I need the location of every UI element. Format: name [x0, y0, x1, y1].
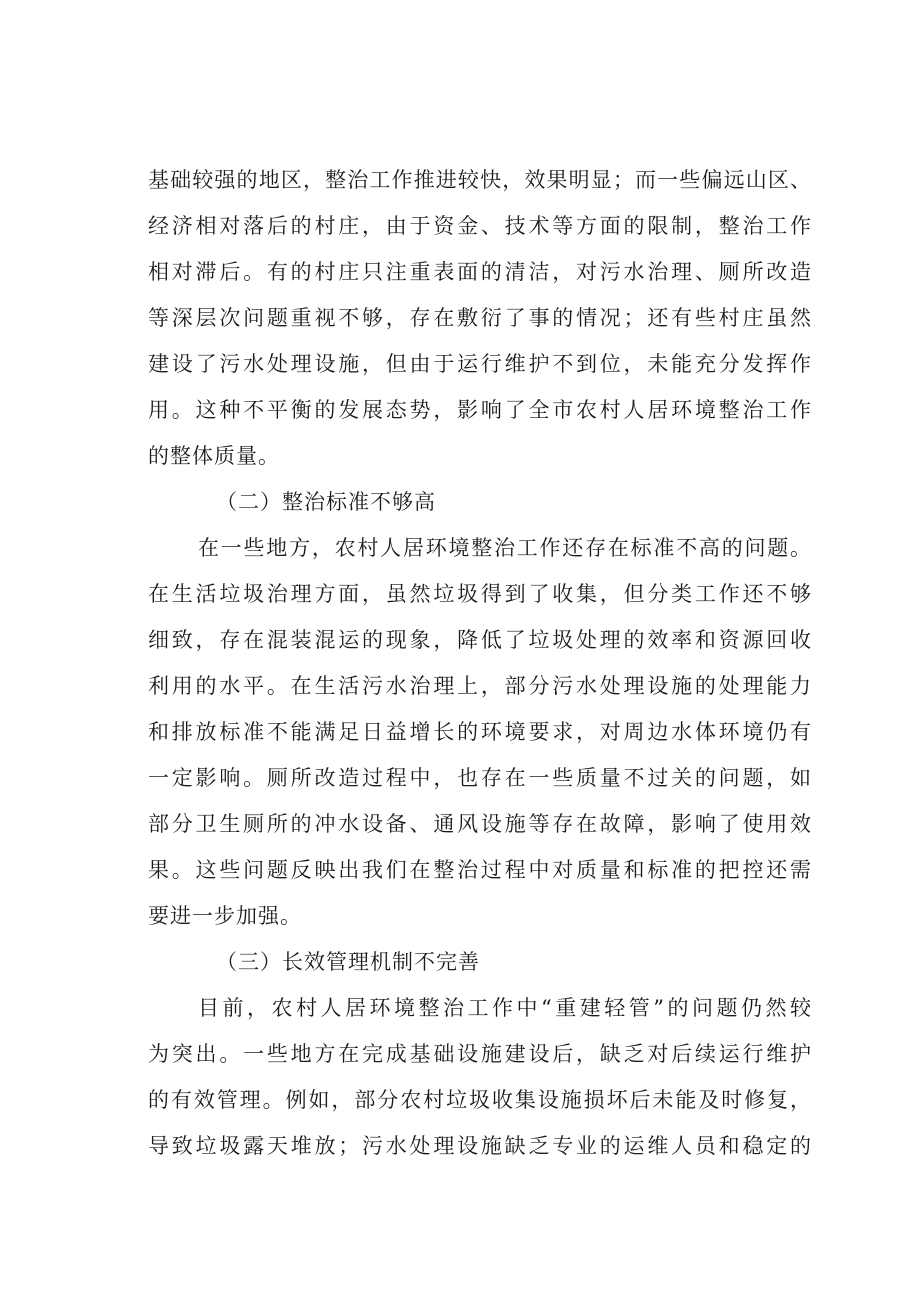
paragraph-line: 一定影响。厕所改造过程中，也存在一些质量不过关的问题，如: [148, 766, 812, 790]
section-heading-2: （二）整治标准不够高: [216, 490, 436, 514]
paragraph-line: 为突出。一些地方在完成基础设施建设后，缺乏对后续运行维护: [148, 1042, 812, 1066]
paragraph-line: 果。这些问题反映出我们在整治过程中对质量和标准的把控还需: [148, 858, 812, 882]
paragraph-line: 部分卫生厕所的冲水设备、通风设施等存在故障，影响了使用效: [148, 812, 812, 836]
paragraph-2: [148, 525, 812, 939]
paragraph-line: 用。这种不平衡的发展态势，影响了全市农村人居环境整治工作: [148, 398, 812, 422]
paragraph-line: 建设了污水处理设施，但由于运行维护不到位，未能充分发挥作: [148, 352, 812, 376]
paragraph-line: 和排放标准不能满足日益增长的环境要求，对周边水体环境仍有: [148, 720, 812, 744]
paragraph-3: [148, 985, 812, 1169]
paragraph-line: 细致，存在混装混运的现象，降低了垃圾处理的效率和资源回收: [148, 628, 812, 652]
paragraph-line: 在生活垃圾治理方面，虽然垃圾得到了收集，但分类工作还不够: [148, 582, 812, 606]
paragraph-line: 利用的水平。在生活污水治理上，部分污水处理设施的处理能力: [148, 674, 812, 698]
paragraph-line: 相对滞后。有的村庄只注重表面的清洁，对污水治理、厕所改造: [148, 260, 812, 284]
paragraph-line: 基础较强的地区，整治工作推进较快，效果明显；而一些偏远山区、: [148, 168, 812, 192]
paragraph-line: 要进一步加强。: [148, 904, 302, 928]
section-heading-3: （三）长效管理机制不完善: [216, 950, 480, 974]
paragraph-line: 经济相对落后的村庄，由于资金、技术等方面的限制，整治工作: [148, 214, 812, 238]
paragraph-line: 导致垃圾露天堆放；污水处理设施缺乏专业的运维人员和稳定的: [148, 1134, 812, 1158]
paragraph-line: 等深层次问题重视不够，存在敷衍了事的情况；还有些村庄虽然: [148, 306, 812, 330]
paragraph-line: 目前，农村人居环境整治工作中“重建轻管”的问题仍然较: [198, 996, 812, 1020]
paragraph-line: 的有效管理。例如，部分农村垃圾收集设施损坏后未能及时修复，: [148, 1088, 812, 1112]
paragraph-line: 在一些地方，农村人居环境整治工作还存在标准不高的问题。: [198, 536, 812, 560]
document-body: [148, 157, 812, 1169]
paragraph-1: [148, 157, 812, 479]
paragraph-line: 的整体质量。: [148, 444, 280, 468]
